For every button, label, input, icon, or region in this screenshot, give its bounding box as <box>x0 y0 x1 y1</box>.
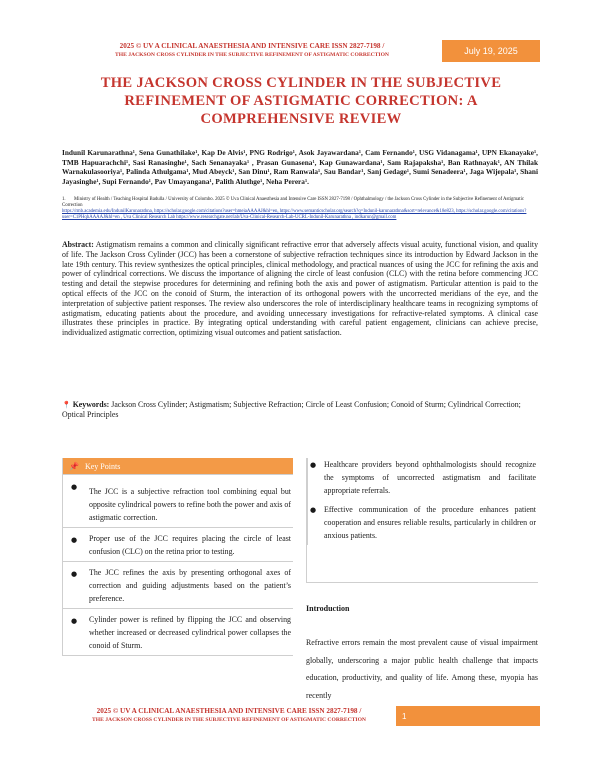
keywords <box>62 400 538 420</box>
footer-banner <box>62 706 396 726</box>
journal-banner <box>62 40 442 62</box>
list-item: ● The JCC is a subjective refraction tool combining equal but opposite cylindrical powers to refine both the power and axis of astigmatic correction. <box>63 475 293 528</box>
introduction-text: Refractive errors remain the most prevalent cause of visual impairment globally, underscoring a major public health challenge that impacts education, productivity, and quality of life. Among these, myopia has recently <box>306 638 538 700</box>
running-title: THE JACKSON CROSS CYLINDER IN THE SUBJECTIVE REFINEMENT OF ASTIGMATIC CORRECTION <box>115 52 389 58</box>
key-points-header <box>63 458 293 474</box>
bullet-icon: ● <box>310 506 317 514</box>
paper-title: THE JACKSON CROSS CYLINDER IN THE SUBJECTIVE REFINEMENT OF ASTIGMATIC CORRECTION: A COMPREHENSIVE REVIEW <box>100 75 502 127</box>
continued-list <box>307 458 538 545</box>
list-item: ● Cylinder power is refined by flipping the JCC and observing whether increased or decreased cylindrical power collapses the conoid of Sturm. <box>63 609 293 656</box>
list-item: ● The JCC refines the axis by presenting orthogonal axes of correction and guiding adjustments based on the patient’s preference. <box>63 562 293 609</box>
list-item: ● Effective communication of the procedure enhances patient cooperation and ensures reliable results, particularly in children or anxious patients. <box>310 505 536 540</box>
page-number: 1 <box>396 706 540 726</box>
key-points-continued-box <box>306 458 538 583</box>
abstract <box>62 240 538 338</box>
bullet-icon: ● <box>71 617 78 625</box>
keywords-text: Jackson Cross Cylinder; Astigmatism; Subjective Refraction; Circle of Least Confusion; Conoid of Sturm; Cylindrical Correction; Optical Principles <box>62 400 521 419</box>
affiliation-number: 1. <box>62 197 66 202</box>
affiliation-text: Ministry of Health / Teaching Hospital Badulla / University of Colombo. 2025 © Uva Clinical Anaesthesia and Intensive Care ISSN 2827-7198 / Ophthalmology / the Jackson Cross Cylinder in the Subjective Refinement of Astigmatic Correction <box>62 197 525 209</box>
abstract-text: Astigmatism remains a common and clinically significant refractive error that adversely affects visual acuity, functional vision, and quality of life. The Jackson Cross Cylinder (JCC) has been a cornerstone of subjective refraction techniques since its introduction by Edward Jackson in the late 19th century. This review synthesizes the optical principles, clinical methodology, and practical nuances of using the JCC for refining the axis and power of cylindrical corrections. We discuss the importance of aligning the circle of least confusion (CLC) with the retina before commencing JCC testing and detail the stepwise procedures for determining and refining both the axis and power of astigmatism. Particular attention is paid to the optical effects of the JCC on the conoid of Sturm, the interaction of its orthogonal powers with the uncorrected meridians of the eye, and the interpretation of subjective patient responses. The review also underscores the role of interdisciplinary healthcare teams in recognizing symptoms of astigmatism, educating patients about the procedure, and avoiding unnecessary investigations for refractive-related symptoms. A clinical case illustrates these principles in practice. By integrating optical understanding with careful patient engagement, clinicians can achieve precise, individualized astigmatic correction, optimizing visual outcomes and patient satisfaction. <box>62 240 538 338</box>
affiliation <box>62 197 538 221</box>
bullet-icon: ● <box>310 461 317 469</box>
author-list: Indunil Karunarathna¹, Sena Gunathilake¹, Kap De Alvis¹, PNG Rodrigo¹, Asok Jayawardana¹, Cam Fernando¹, USG Vidanagama¹, UPN Ekanayake¹, TMB Hapuarachchi¹, Sasi Ranasinghe¹, Sach Senanayaka¹ , Prasan Gunasena¹, Kap Gunawardana¹, Sam Rajapaksha¹, Ban Rathnayak¹, AN Thilak Warnakulasooriya¹, Palinda Athulgama¹, Mud Abeyck¹, San Dinu¹, Ram Ranwala¹, Sau Bandar¹, Sanj Gedage¹, Sumi Senadeera¹, Jaga Wijepala¹, Shani Jayasinghe¹, Supi Fernando¹, Pav Umayangana¹, Palith Aluthge¹, Neha Perera¹. <box>62 148 538 186</box>
bullet-icon: ● <box>71 536 78 544</box>
bullet-icon: ● <box>71 570 78 578</box>
pushpin-icon: 📌 <box>69 461 79 471</box>
key-points-heading: Key Points <box>84 461 121 471</box>
journal-line: 2025 © UV A CLINICAL ANAESTHESIA AND INTENSIVE CARE ISSN 2827-7198 / <box>119 42 385 50</box>
page-header <box>62 40 540 62</box>
bullet-icon: ● <box>71 483 78 491</box>
footer-running-title: THE JACKSON CROSS CYLINDER IN THE SUBJECTIVE REFINEMENT OF ASTIGMATIC CORRECTION <box>92 717 366 723</box>
page-footer <box>62 706 540 726</box>
abstract-label: Abstract: <box>62 240 94 249</box>
list-item: ● Proper use of the JCC requires placing the circle of least confusion (CLC) on the retina prior to testing. <box>63 528 293 562</box>
affiliation-links[interactable]: https://rmb.academia.edu/IndunilKarunarathna, https://scholar.google.com/citations?user=hmeiaAAAAJ&hl=en, https://www.semanticscholar.org/search?q=Indunil-karunarathna&sort=relevance&18e823, https://scholar.google.com/citations?user=C1PHqhAAAAJ&hl=en , Uva Clinical Research Lab https://www.researchgate.net/lab/Uva-Clinical-Research-Lab-UCRL-Indunil-Karunarathna , indkarun@gmail.com <box>62 209 527 221</box>
list-item: ● Healthcare providers beyond ophthalmologists should recognize the symptoms of uncorrected astigmatism and facilitate appropriate referrals. <box>310 460 536 495</box>
key-points-list <box>63 474 293 656</box>
pin-icon: 📍 <box>62 401 71 409</box>
keywords-label: Keywords: <box>72 400 110 409</box>
publication-date: July 19, 2025 <box>442 40 540 62</box>
key-points-box <box>62 458 293 656</box>
introduction-heading: Introduction <box>306 604 350 613</box>
key-points-continued <box>306 458 538 583</box>
footer-journal-line: 2025 © UV A CLINICAL ANAESTHESIA AND INTENSIVE CARE ISSN 2827-7198 / <box>96 707 362 715</box>
